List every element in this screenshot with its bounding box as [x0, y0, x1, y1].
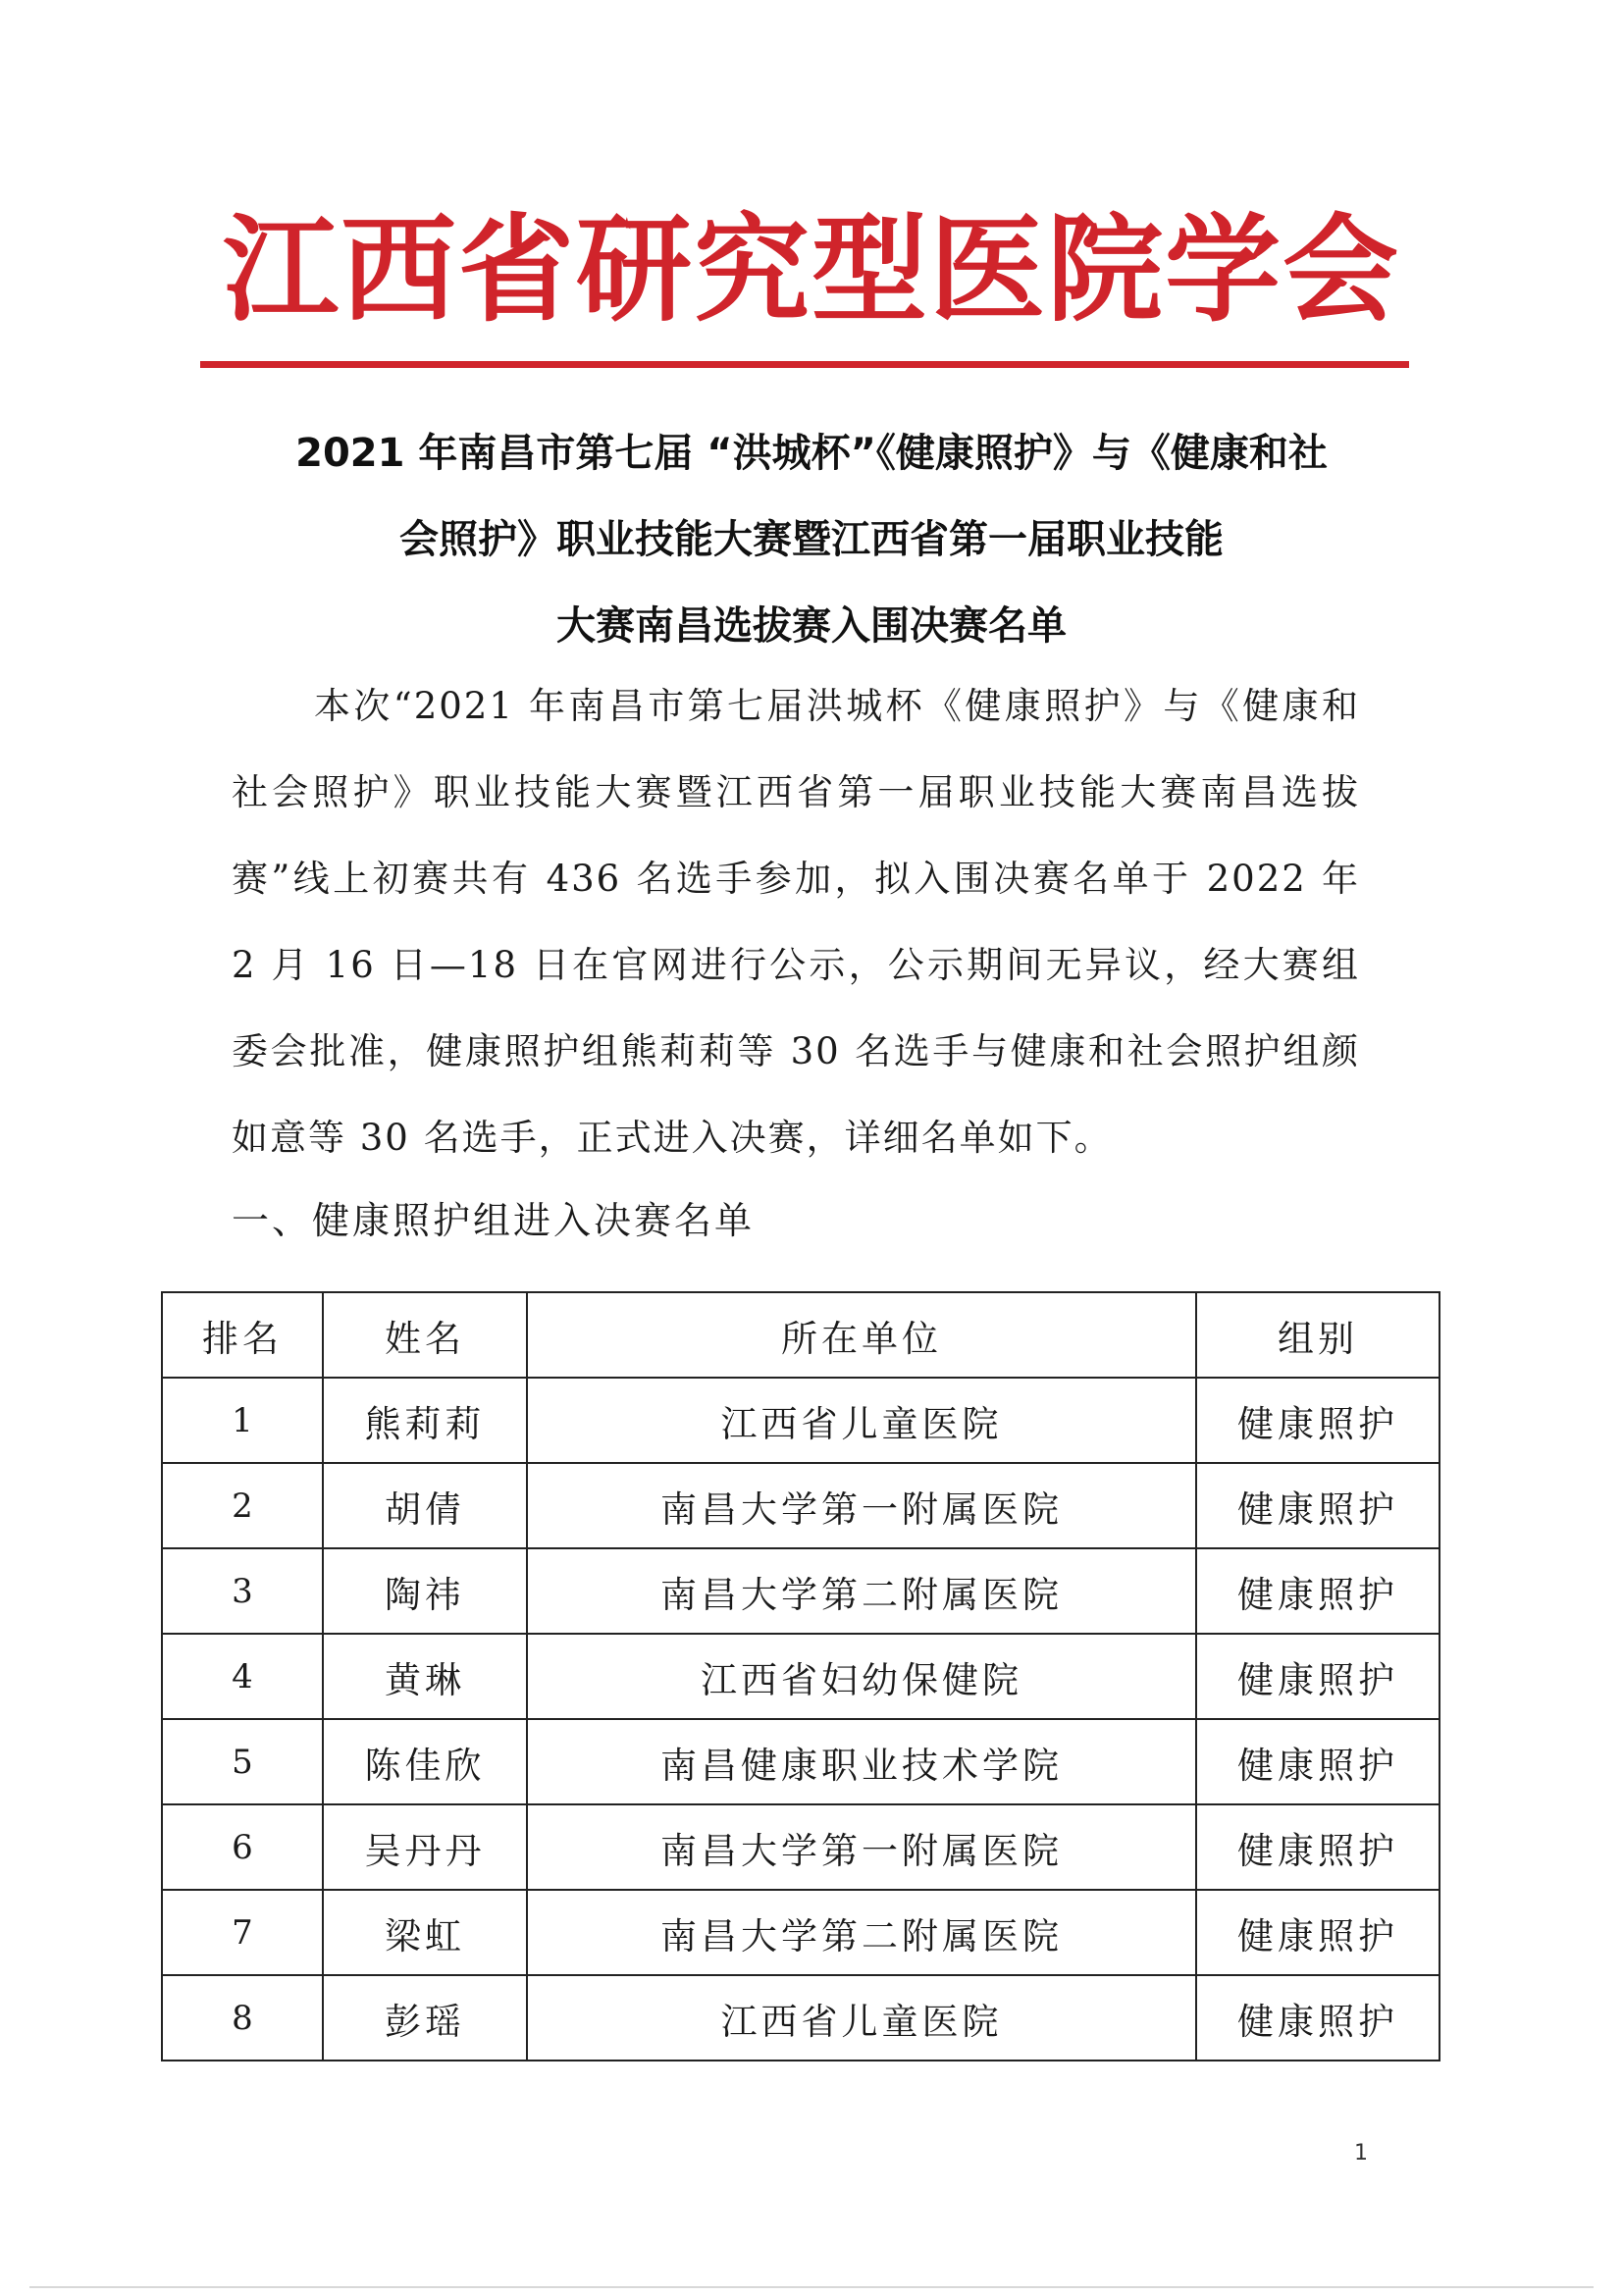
table-row [162, 1548, 1440, 1634]
cell-name: 彭瑶 [323, 1975, 527, 2061]
cell-rank: 3 [162, 1548, 323, 1634]
cell-group: 健康照护 [1196, 1634, 1440, 1719]
table-header-row [162, 1292, 1440, 1378]
cell-rank: 4 [162, 1634, 323, 1719]
table-row [162, 1719, 1440, 1804]
title-line: 会照护》职业技能大赛暨江西省第一届职业技能 [399, 517, 1224, 562]
cell-group: 健康照护 [1196, 1378, 1440, 1463]
body-paragraph: 本次“2021 年南昌市第七届洪城杯《健康照护》与《健康和社会照护》职业技能大赛暨江西省第一届职业技能大赛南昌选拔赛”线上初赛共有 436 名选手参加，拟入围决赛名单于 2022 年 2 月 16 日—18 日在官网进行公示，公示期间无异议，经大赛组委会批准，健康照护组熊莉莉等 30 名选手与健康和社会照护组颜如意等 30 名选手，正式进入决赛，详细名单如下。 [232, 685, 1360, 1159]
header-name: 姓名 [323, 1292, 527, 1378]
table-row [162, 1804, 1440, 1890]
document-title [206, 410, 1417, 669]
cell-unit: 江西省儿童医院 [527, 1378, 1196, 1463]
title-line: 2021 年南昌市第七届 “洪城杯”《健康照护》与《健康和社 [295, 431, 1328, 476]
organization-header: 江西省研究型医院学会 [222, 202, 1400, 338]
cell-unit: 南昌大学第二附属医院 [527, 1890, 1196, 1975]
cell-rank: 1 [162, 1378, 323, 1463]
page-number: 1 [1354, 2141, 1368, 2166]
cell-unit: 南昌大学第二附属医院 [527, 1548, 1196, 1634]
cell-rank: 7 [162, 1890, 323, 1975]
cell-group: 健康照护 [1196, 1890, 1440, 1975]
cell-name: 胡倩 [323, 1463, 527, 1548]
table-row [162, 1378, 1440, 1463]
table-row [162, 1975, 1440, 2061]
header-rank: 排名 [162, 1292, 323, 1378]
section-heading: 一、健康照护组进入决赛名单 [232, 1199, 756, 1242]
cell-name: 陶祎 [323, 1548, 527, 1634]
title-line: 大赛南昌选拔赛入围决赛名单 [556, 603, 1067, 649]
page-bottom-edge [29, 2286, 1594, 2288]
cell-rank: 2 [162, 1463, 323, 1548]
cell-unit: 江西省妇幼保健院 [527, 1634, 1196, 1719]
table-row [162, 1634, 1440, 1719]
finalist-table [161, 1291, 1440, 2061]
cell-name: 黄琳 [323, 1634, 527, 1719]
cell-rank: 5 [162, 1719, 323, 1804]
cell-rank: 8 [162, 1975, 323, 2061]
header-group: 组别 [1196, 1292, 1440, 1378]
cell-name: 熊莉莉 [323, 1378, 527, 1463]
cell-unit: 江西省儿童医院 [527, 1975, 1196, 2061]
header-unit: 所在单位 [527, 1292, 1196, 1378]
cell-group: 健康照护 [1196, 1463, 1440, 1548]
cell-name: 吴丹丹 [323, 1804, 527, 1890]
cell-unit: 南昌大学第一附属医院 [527, 1804, 1196, 1890]
cell-unit: 南昌大学第一附属医院 [527, 1463, 1196, 1548]
cell-group: 健康照护 [1196, 1975, 1440, 2061]
table-row [162, 1463, 1440, 1548]
cell-name: 陈佳欣 [323, 1719, 527, 1804]
cell-rank: 6 [162, 1804, 323, 1890]
cell-group: 健康照护 [1196, 1804, 1440, 1890]
cell-name: 梁虹 [323, 1890, 527, 1975]
table-row [162, 1890, 1440, 1975]
cell-group: 健康照护 [1196, 1719, 1440, 1804]
header-divider [200, 361, 1409, 368]
cell-group: 健康照护 [1196, 1548, 1440, 1634]
cell-unit: 南昌健康职业技术学院 [527, 1719, 1196, 1804]
